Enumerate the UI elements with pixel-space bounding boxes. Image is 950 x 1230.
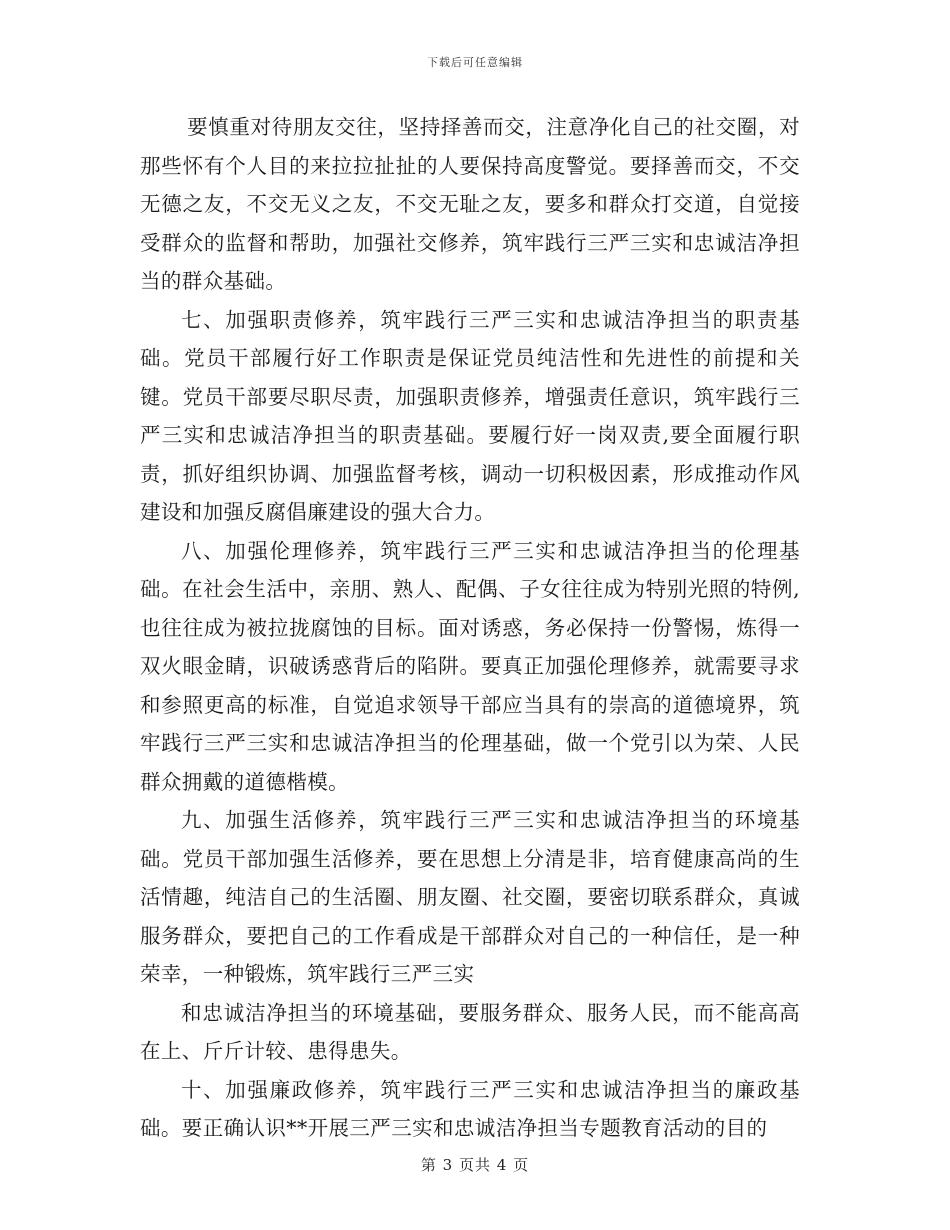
paragraph-ethics-cultivation: 八、加强伦理修养，筑牢践行三严三实和忠诚洁净担当的伦理基础。在社会生活中，亲朋、熟人、配偶、子女往往成为特别光照的特例,也往往成为被拉拢腐蚀的目标。面对诱惑，务必保持一份警惕，炼得一双火眼金睛，识破诱惑背后的陷阱。要真正加强伦理修养，就需要寻求和参照更高的标准，自觉追求领导干部应当具有的崇高的道德境界，筑牢践行三严三实和忠诚洁净担当的伦理基础，做一个党引以为荣、人民群众拥戴的道德楷模。 [140, 538, 800, 794]
paragraph-life-cultivation-continued: 和忠诚洁净担当的环境基础，要服务群众、服务人民，而不能高高在上、斤斤计较、患得患失。 [140, 1000, 800, 1063]
page-number: 第 3 页共 4 页 [420, 1156, 530, 1174]
paragraph-life-cultivation: 九、加强生活修养，筑牢践行三严三实和忠诚洁净担当的环境基础。党员干部加强生活修养，要在思想上分清是非，培育健康高尚的生活情趣，纯洁自己的生活圈、朋友圈、社交圈，要密切联系群众，真诚服务群众，要把自己的工作看成是干部群众对自己的一种信任，是一种荣幸，一种锻炼，筑牢践行三严三实 [140, 808, 800, 986]
paragraph-duty-cultivation: 七、加强职责修养，筑牢践行三严三实和忠诚洁净担当的职责基础。党员干部履行好工作职责是保证党员纯洁性和先进性的前提和关键。党员干部要尽职尽责，加强职责修养，增强责任意识，筑牢践行三严三实和忠诚洁净担当的职责基础。要履行好一岗双责,要全面履行职责，抓好组织协调、加强监督考核，调动一切积极因素，形成推动作风建设和加强反腐倡廉建设的强大合力。 [140, 307, 800, 524]
page-header: 下载后可任意编辑 [427, 56, 523, 69]
paragraph-social-circle: 要慎重对待朋友交往，坚持择善而交，注意净化自己的社交圈，对那些怀有个人目的来拉拉扯扯的人要保持高度警觉。要择善而交，不交无德之友，不交无义之友，不交无耻之友，要多和群众打交道，自觉接受群众的监督和帮助，加强社交修养，筑牢践行三严三实和忠诚洁净担当的群众基础。 [140, 115, 800, 293]
paragraph-integrity-cultivation: 十、加强廉政修养，筑牢践行三严三实和忠诚洁净担当的廉政基础。要正确认识**开展三严三实和忠诚洁净担当专题教育活动的目的 [140, 1077, 800, 1140]
document-body [140, 108, 800, 1148]
